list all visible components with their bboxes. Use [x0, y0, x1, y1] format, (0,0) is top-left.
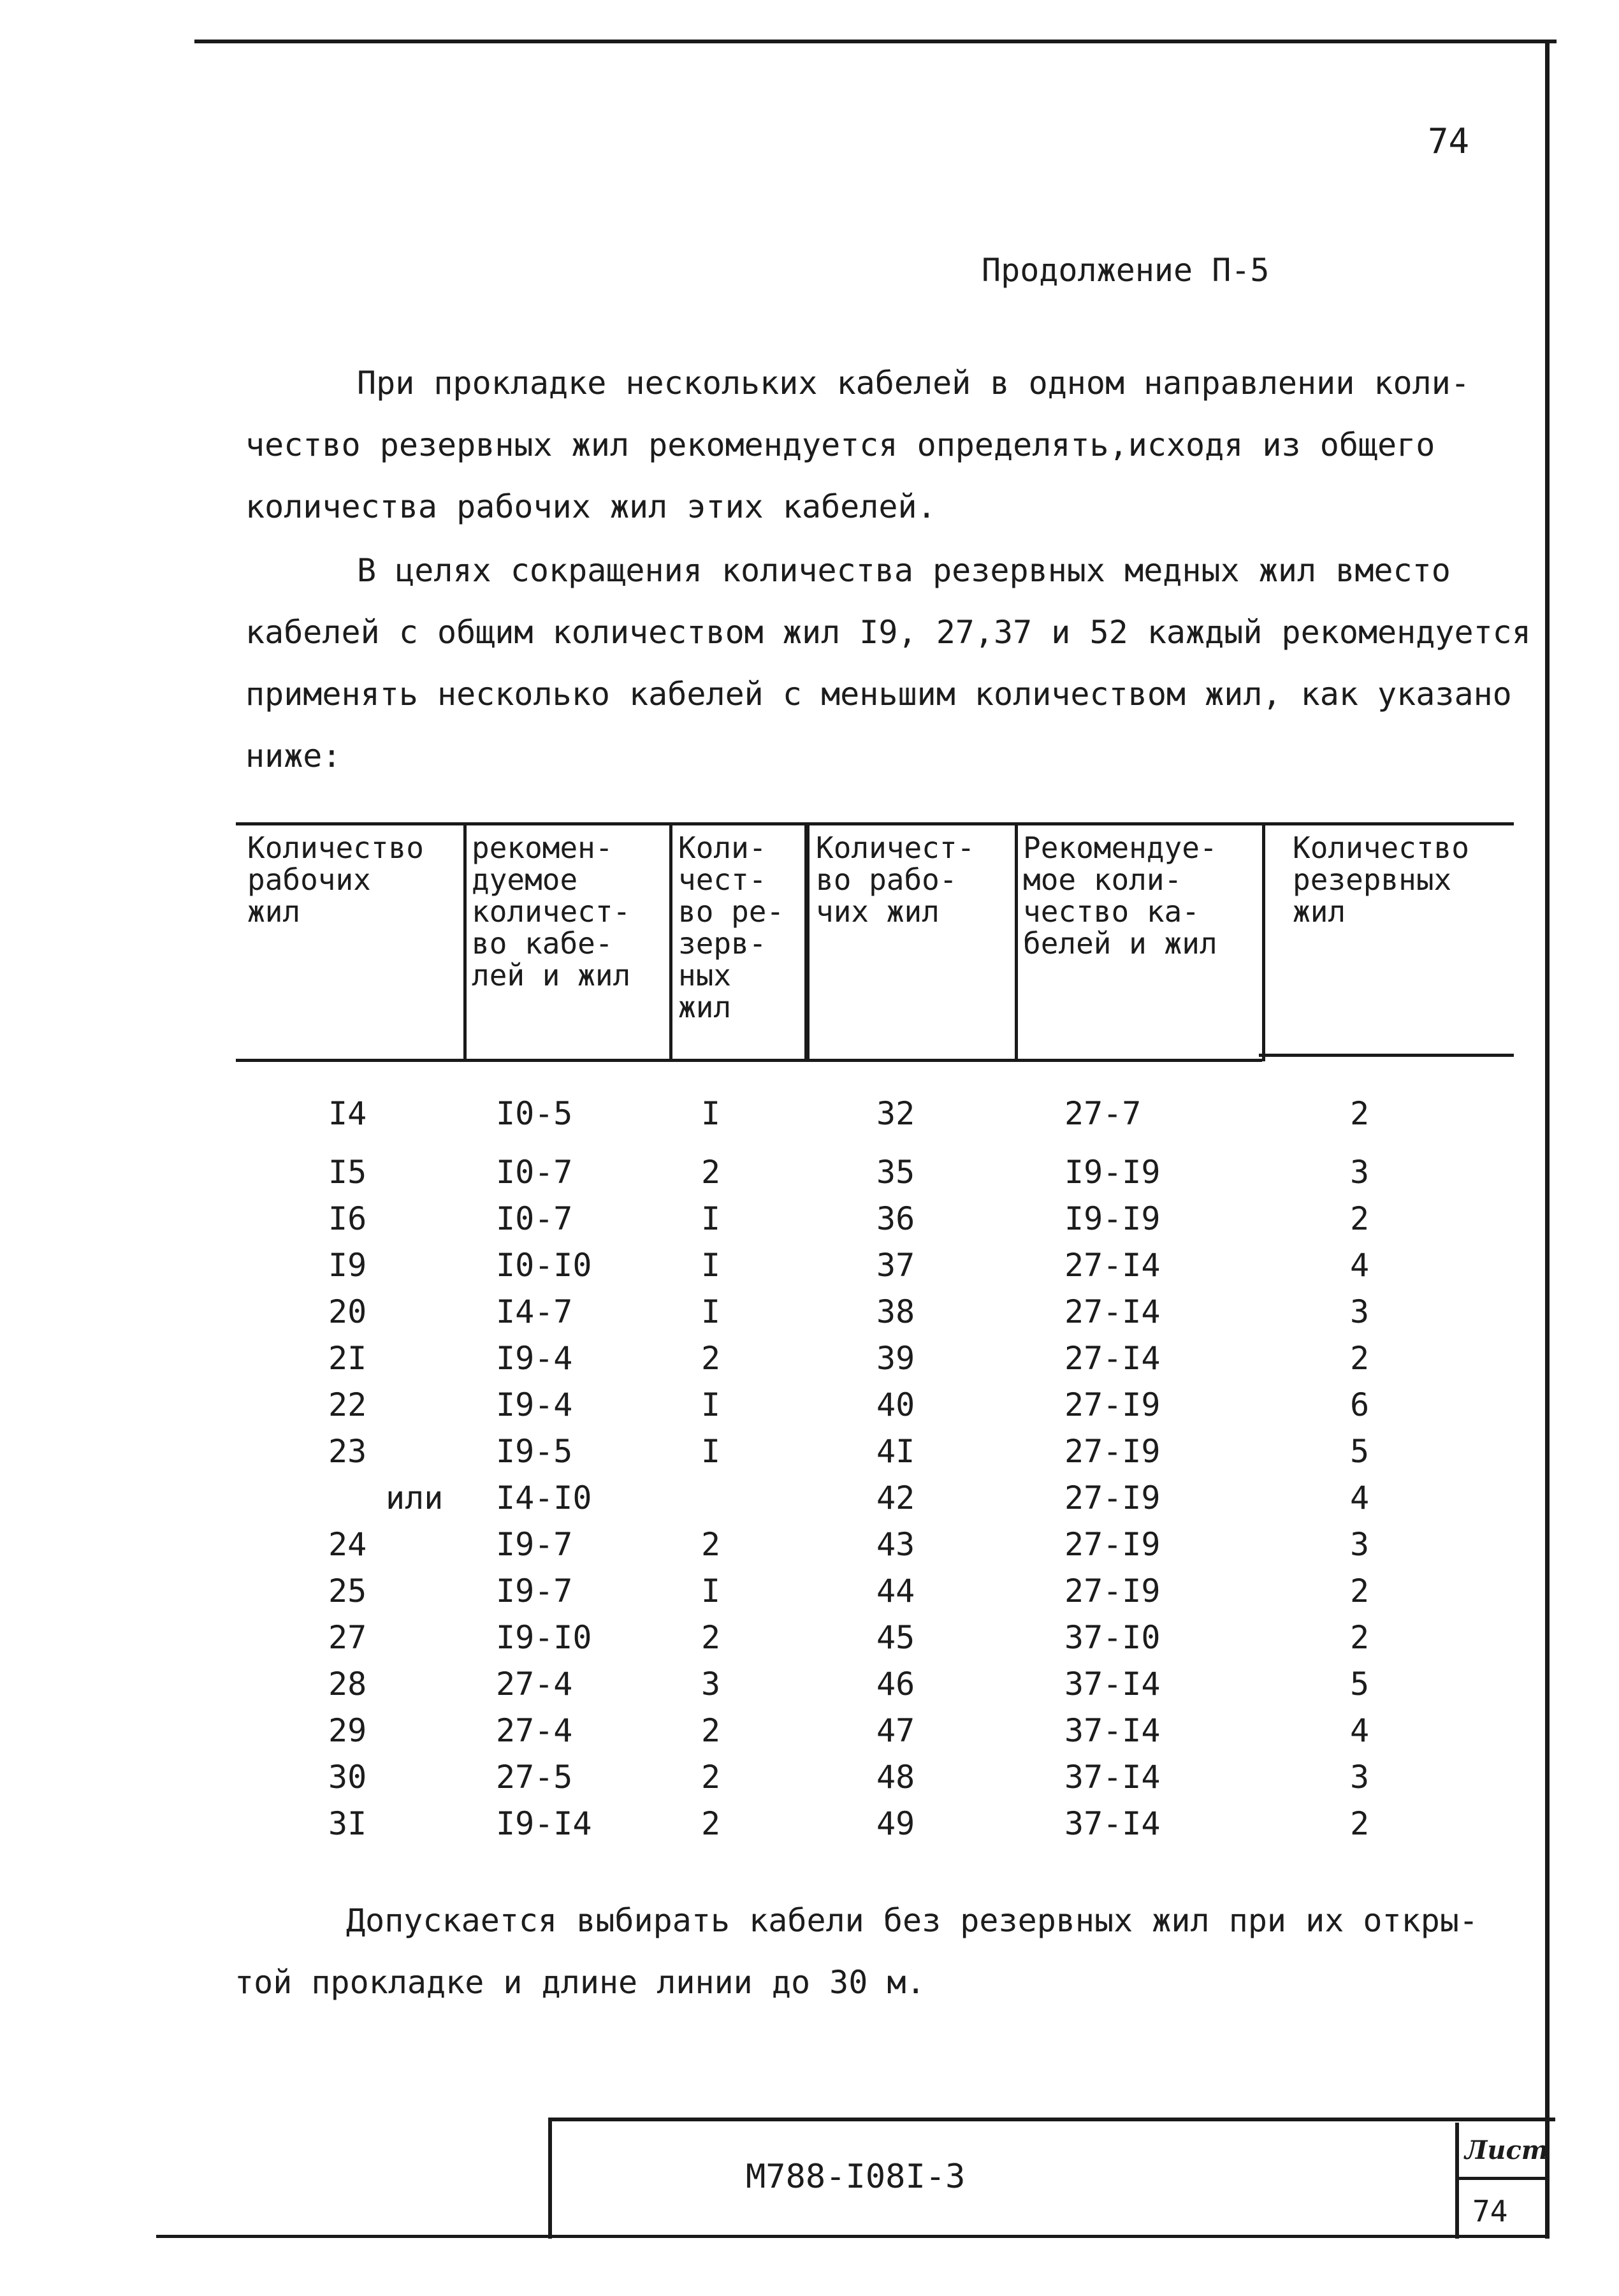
cell-reserve-cores-2: 2 — [1350, 1619, 1370, 1656]
cell-working-cores: I6 — [328, 1200, 367, 1237]
sheet-label: Лист — [1465, 2135, 1549, 2165]
cell-reserve-cores-2: 5 — [1350, 1433, 1370, 1470]
paragraph-note — [235, 1890, 1516, 2014]
cell-recommended-cables-2: 37-I4 — [1064, 1666, 1161, 1703]
table-row — [0, 1433, 1619, 1471]
cell-reserve-cores: 2 — [701, 1805, 721, 1842]
cell-reserve-cores-2: 3 — [1350, 1759, 1370, 1796]
cell-reserve-cores: 2 — [701, 1759, 721, 1796]
cell-working-cores: 2I — [328, 1340, 367, 1377]
cell-reserve-cores: 3 — [701, 1666, 721, 1703]
table-header-working-cores-2: Количест- во рабо- чих жил — [816, 831, 975, 929]
cell-reserve-cores-2: 4 — [1350, 1479, 1370, 1516]
cell-recommended-cables: I0-7 — [496, 1200, 573, 1237]
table-row — [0, 1095, 1619, 1133]
cell-reserve-cores: 2 — [701, 1526, 721, 1563]
cell-reserve-cores: I — [701, 1247, 721, 1284]
cell-recommended-cables-2: 27-I9 — [1064, 1573, 1161, 1609]
paragraph-intro — [245, 352, 1527, 538]
cell-reserve-cores-2: 3 — [1350, 1293, 1370, 1330]
cell-recommended-cables: I0-5 — [496, 1095, 573, 1132]
table-row — [0, 1293, 1619, 1332]
cell-reserve-cores: 2 — [701, 1340, 721, 1377]
cell-reserve-cores-2: 2 — [1350, 1340, 1370, 1377]
table-header-reserve-cores-2: Количество резервных жил — [1293, 831, 1469, 929]
paragraph-line: чество резервных жил рекомендуется определять,исходя из общего — [245, 426, 1435, 463]
cell-recommended-cables-2: 37-I4 — [1064, 1759, 1161, 1796]
cell-recommended-cables: I9-I4 — [496, 1805, 592, 1842]
table-header-working-cores: Количество рабочих жил — [247, 831, 424, 929]
table-column-divider — [804, 824, 810, 1061]
table-row — [0, 1479, 1619, 1518]
cell-reserve-cores-2: 2 — [1350, 1095, 1370, 1132]
table-header-recommended-cables: рекомен- дуемое количест- во кабе- лей и жил — [472, 831, 631, 992]
table-row — [0, 1805, 1619, 1843]
cell-recommended-cables: 27-4 — [496, 1666, 573, 1703]
cell-reserve-cores-2: 5 — [1350, 1666, 1370, 1703]
table-row — [0, 1340, 1619, 1378]
cell-recommended-cables: I9-7 — [496, 1573, 573, 1609]
title-block-left-border — [548, 2118, 552, 2239]
cell-recommended-cables-2: 27-I4 — [1064, 1340, 1161, 1377]
table-row — [0, 1573, 1619, 1611]
cell-working-cores-2: 47 — [876, 1712, 915, 1749]
cell-working-cores-2: 42 — [876, 1479, 915, 1516]
cell-working-cores-2: 38 — [876, 1293, 915, 1330]
cell-recommended-cables-2: 37-I4 — [1064, 1805, 1161, 1842]
cell-reserve-cores: I — [701, 1293, 721, 1330]
paragraph-line: кабелей с общим количеством жил I9, 27,37 и 52 каждый рекомендуется — [245, 614, 1531, 651]
table-header-rule — [1259, 1054, 1514, 1057]
cell-working-cores: I5 — [328, 1154, 367, 1191]
cell-reserve-cores-2: 6 — [1350, 1386, 1370, 1423]
frame-top-border — [194, 40, 1557, 43]
cell-working-cores-2: 48 — [876, 1759, 915, 1796]
cell-working-cores: 25 — [328, 1573, 367, 1609]
cell-working-cores-2: 49 — [876, 1805, 915, 1842]
table-row — [0, 1386, 1619, 1425]
cell-recommended-cables-2: 37-I4 — [1064, 1712, 1161, 1749]
paragraph-line: Допускается выбирать кабели без резервных жил при их откры- — [346, 1902, 1479, 1939]
cell-reserve-cores-2: 4 — [1350, 1247, 1370, 1284]
paragraph-recommendation — [245, 540, 1531, 787]
cell-working-cores: 29 — [328, 1712, 367, 1749]
cell-working-cores: 23 — [328, 1433, 367, 1470]
cell-working-cores: 22 — [328, 1386, 367, 1423]
cell-recommended-cables-2: I9-I9 — [1064, 1200, 1161, 1237]
cell-recommended-cables-2: 37-I0 — [1064, 1619, 1161, 1656]
cell-reserve-cores: 2 — [701, 1619, 721, 1656]
cell-reserve-cores-2: 3 — [1350, 1154, 1370, 1191]
cell-working-cores: 20 — [328, 1293, 367, 1330]
cell-recommended-cables: I4-7 — [496, 1293, 573, 1330]
cell-recommended-cables: I0-I0 — [496, 1247, 592, 1284]
cell-working-cores: 27 — [328, 1619, 367, 1656]
cell-recommended-cables: I9-4 — [496, 1340, 573, 1377]
cell-working-cores-2: 35 — [876, 1154, 915, 1191]
paragraph-line: количества рабочих жил этих кабелей. — [245, 488, 936, 525]
cell-recommended-cables: I9-7 — [496, 1526, 573, 1563]
paragraph-line: В целях сокращения количества резервных медных жил вместо — [357, 552, 1451, 589]
cell-recommended-cables-2: 27-I9 — [1064, 1386, 1161, 1423]
cell-working-cores-2: 37 — [876, 1247, 915, 1284]
cell-recommended-cables-2: 27-I9 — [1064, 1526, 1161, 1563]
table-row — [0, 1247, 1619, 1285]
cell-reserve-cores: 2 — [701, 1154, 721, 1191]
paragraph-line: применять несколько кабелей с меньшим количеством жил, как указано — [245, 676, 1512, 713]
cell-recommended-cables: I0-7 — [496, 1154, 573, 1191]
cell-working-cores: I9 — [328, 1247, 367, 1284]
title-block-top-border — [548, 2118, 1555, 2121]
cell-working-cores: I4 — [328, 1095, 367, 1132]
table-row — [0, 1712, 1619, 1750]
cell-working-cores: или — [386, 1479, 444, 1516]
cell-reserve-cores-2: 2 — [1350, 1805, 1370, 1842]
page-number: 74 — [1428, 121, 1470, 161]
table-top-rule — [236, 822, 1514, 825]
cell-reserve-cores: I — [701, 1386, 721, 1423]
cell-reserve-cores-2: 3 — [1350, 1526, 1370, 1563]
cell-working-cores-2: 45 — [876, 1619, 915, 1656]
cell-working-cores-2: 32 — [876, 1095, 915, 1132]
table-column-divider — [1015, 824, 1018, 1061]
cell-reserve-cores-2: 2 — [1350, 1200, 1370, 1237]
cell-working-cores-2: 43 — [876, 1526, 915, 1563]
cell-recommended-cables-2: 27-I4 — [1064, 1247, 1161, 1284]
cell-working-cores-2: 44 — [876, 1573, 915, 1609]
cell-working-cores-2: 46 — [876, 1666, 915, 1703]
table-header-recommended-cables-2: Рекомендуе- мое коли- чество ка- белей и жил — [1023, 831, 1217, 961]
cell-reserve-cores-2: 4 — [1350, 1712, 1370, 1749]
table-column-divider — [463, 824, 467, 1061]
cell-reserve-cores: I — [701, 1433, 721, 1470]
cell-working-cores-2: 39 — [876, 1340, 915, 1377]
table-row — [0, 1526, 1619, 1564]
cell-working-cores: 3I — [328, 1805, 367, 1842]
cell-reserve-cores: 2 — [701, 1712, 721, 1749]
continuation-heading: Продолжение П-5 — [982, 252, 1270, 289]
cell-working-cores: 24 — [328, 1526, 367, 1563]
cell-recommended-cables-2: 27-I4 — [1064, 1293, 1161, 1330]
table-row — [0, 1759, 1619, 1797]
table-row — [0, 1619, 1619, 1657]
frame-bottom-border — [156, 2235, 1549, 2238]
table-row — [0, 1154, 1619, 1192]
cell-working-cores-2: 36 — [876, 1200, 915, 1237]
cell-working-cores-2: 4I — [876, 1433, 915, 1470]
cell-reserve-cores: I — [701, 1200, 721, 1237]
paragraph-line: ниже: — [245, 737, 342, 774]
cell-recommended-cables: I9-I0 — [496, 1619, 592, 1656]
cell-reserve-cores: I — [701, 1095, 721, 1132]
cell-recommended-cables-2: 27-7 — [1064, 1095, 1142, 1132]
paragraph-line: той прокладке и длине линии до 30 м. — [235, 1964, 926, 2001]
table-header-reserve-cores: Коли- чест- во ре- зерв- ных жил — [678, 831, 785, 1024]
sheet-cell-divider — [1455, 2177, 1550, 2180]
cell-reserve-cores: I — [701, 1573, 721, 1609]
cell-recommended-cables: I4-I0 — [496, 1479, 592, 1516]
cell-working-cores-2: 40 — [876, 1386, 915, 1423]
cell-reserve-cores-2: 2 — [1350, 1573, 1370, 1609]
cell-recommended-cables-2: I9-I9 — [1064, 1154, 1161, 1191]
document-code: М788-I08I-3 — [746, 2158, 966, 2196]
cell-recommended-cables: I9-4 — [496, 1386, 573, 1423]
table-row — [0, 1200, 1619, 1239]
sheet-cell-border — [1455, 2123, 1459, 2239]
cell-working-cores: 28 — [328, 1666, 367, 1703]
table-column-divider — [669, 824, 672, 1061]
table-row — [0, 1666, 1619, 1704]
paragraph-line: При прокладке нескольких кабелей в одном направлении коли- — [357, 365, 1470, 402]
cell-recommended-cables: 27-5 — [496, 1759, 573, 1796]
cell-recommended-cables-2: 27-I9 — [1064, 1433, 1161, 1470]
cell-recommended-cables-2: 27-I9 — [1064, 1479, 1161, 1516]
cell-recommended-cables: 27-4 — [496, 1712, 573, 1749]
cell-working-cores: 30 — [328, 1759, 367, 1796]
sheet-number: 74 — [1472, 2194, 1508, 2228]
table-header-rule — [236, 1059, 1262, 1062]
cell-recommended-cables: I9-5 — [496, 1433, 573, 1470]
table-column-divider — [1262, 824, 1265, 1061]
frame-right-border — [1545, 40, 1550, 2239]
